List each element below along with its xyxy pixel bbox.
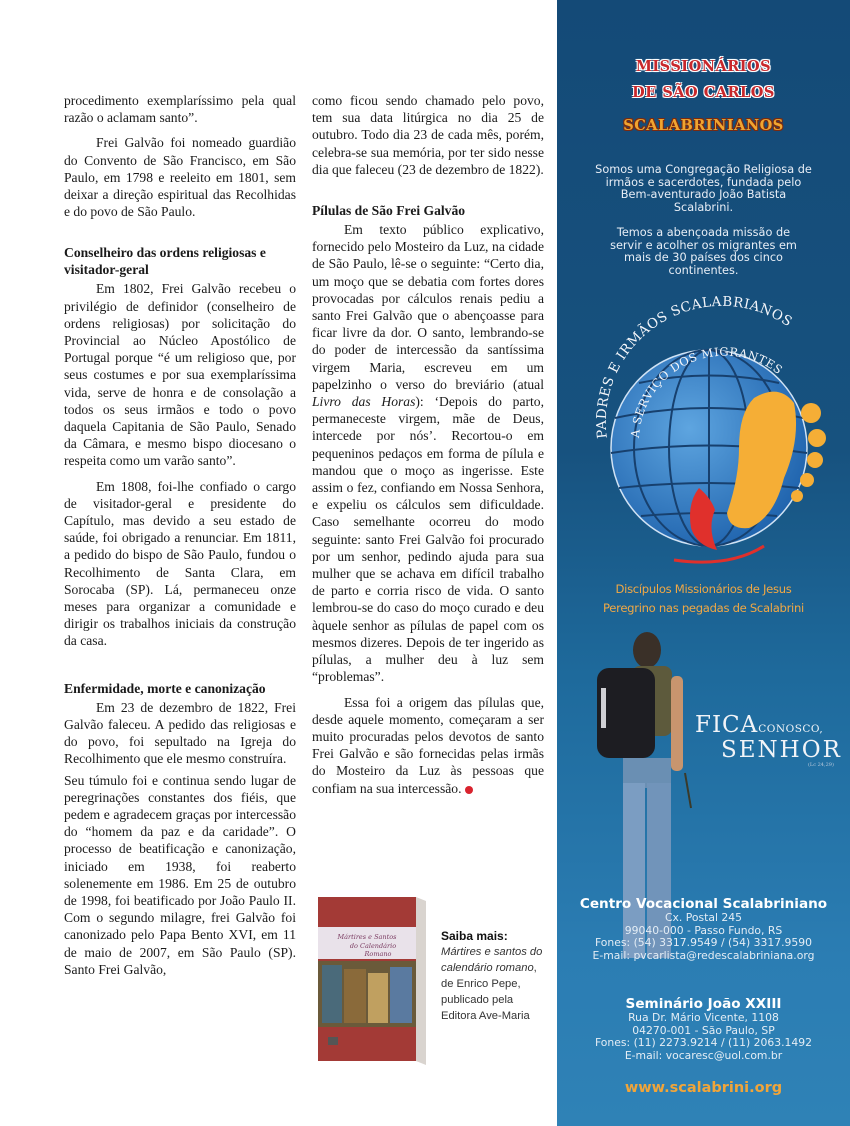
contact-email[interactable]: E-mail: vocaresc@uol.com.br	[624, 1048, 783, 1062]
svg-text:do Calendário: do Calendário	[349, 942, 397, 950]
contact-city: 99040-000 - Passo Fundo, RS	[624, 923, 783, 937]
paragraph-text: ): ‘Depois do parto, permaneceste virgem, mãe de Deus, intercede por nós’. Recortou-o em pequeninos pedaços em forma de pílula e mandou que o moço as ingerisse. Este assim o fez, confiando em Nossa Senhora, e expeliu os cálculos sem dificuldade. Caso semelhante ocorreu do modo seguinte: santo Frei Galvão foi procurado por um senhor, pedindo ajuda para sua mulher que se achava em difícil trabalho de parto e corria risco de vida. O santo lembrou-se do caso do moço curado e deu àquele senhor as pílulas de papel com os mesmos dizeres. Depois de ter ingerido as pílulas, a mulher deu à luz sem “problemas”.	[312, 394, 544, 685]
seminario-contact	[557, 996, 850, 1062]
centro-vocacional-contact	[557, 896, 850, 962]
scalabrinian-ad-panel	[557, 0, 850, 1126]
paragraph	[312, 221, 544, 685]
paragraph-text: Essa foi a origem das pílulas que, desde aquele momento, começaram a ser muito procuradas pelos devotos de santo Frei Galvão e são fornecidas pelas irmãs do Mosteiro da Luz às pessoas que confiam na sua intercessão.	[312, 694, 544, 796]
paragraph-text: Em texto público explicativo, fornecido pelo Mosteiro da Luz, na cidade de São Paulo, lê-se o seguinte: “Certo dia, um moço que se debatia com fortes dores provocadas por cálculos renais pediu a santo Frei Galvão que o abençoasse para ficar livre da dor. O santo, lembrando-se do poder de intercessão da santíssima virgem Maria, escreveu em um papelzinho o verso do breviário (atual	[312, 222, 544, 392]
paragraph: Em 1808, foi-lhe confiado o cargo de visitador-geral e presidente do Capítulo, mas devido a seu estado de saúde, foi obrigado a renunciar. Em 1811, a pedido do bispo de São Paulo, fundou o Recolhimento de Santa Clara, em Sorocaba (SP). Lá, permaneceu onze meses para organizar a comunidade e dirigir os trabalhos iniciais da construção da casa.	[64, 478, 296, 649]
section-heading: Conselheiro das ordens religiosas e visitador-geral	[64, 245, 266, 278]
book-note	[441, 928, 551, 1024]
ad-title-line-1: MISSIONÁRIOS	[635, 58, 772, 75]
disciples-tagline	[557, 580, 850, 618]
contact-heading: Seminário João XXIII	[625, 996, 782, 1012]
slogan-conosco: CONOSCO,	[758, 723, 824, 735]
paragraph: Em 23 de dezembro de 1822, Frei Galvão faleceu. A pedido das religiosas e do povo, foi sepultado na Igreja do Recolhimento que ele mesmo construíra.	[64, 699, 296, 767]
contact-city: 04270-001 - São Paulo, SP	[632, 1023, 775, 1037]
book-credits: , de Enrico Pepe, publicado pela Editora Ave-Maria	[441, 962, 537, 1022]
logo-arc-inner: A SERVIÇO DOS MIGRANTES	[627, 344, 786, 439]
fica-conosco-slogan	[695, 712, 842, 768]
contact-heading: Centro Vocacional Scalabriniano	[579, 896, 828, 912]
tagline-line-2: Peregrino nas pegadas de Scalabrini	[603, 601, 804, 615]
logo-arc-outer: PADRES E IRMÃOS SCALABRIANOS	[593, 293, 796, 440]
slogan-senhor: SENHOR	[721, 737, 842, 763]
contact-phones: Fones: (54) 3317.9549 / (54) 3317.9590	[594, 936, 813, 950]
end-mark-icon	[465, 786, 473, 794]
paragraph	[312, 694, 544, 797]
book-title-italic: Livro das Horas	[312, 394, 416, 410]
contact-address: Rua Dr. Mário Vicente, 1108	[628, 1011, 779, 1024]
paragraph: Frei Galvão foi nomeado guardião do Convento de São Francisco, em São Paulo, em 1798 e reeleito em 1801, sem deixar a direção espiritual das Recolhidas e do povo de São Paulo.	[64, 135, 296, 220]
tagline-line-1: Discípulos Missionários de Jesus	[615, 582, 792, 596]
paragraph: procedimento exemplaríssimo pela qual razão o aclamam santo”.	[64, 93, 296, 126]
book-cover-image	[318, 893, 426, 1065]
article-column-2	[312, 92, 544, 805]
slogan-reference: (Lc 24,29)	[807, 762, 834, 768]
ad-title-line-2: DE SÃO CARLOS	[632, 84, 775, 101]
globe-footprint-logo	[579, 288, 847, 578]
ad-intro-1: Somos uma Congregação Religiosa de irmãos e sacerdotes, fundada pelo Bem-aventurado João Batista Scalabrini.	[595, 163, 812, 214]
book-title: Mártires e santos do calendário romano	[441, 946, 543, 974]
saiba-label: Saiba mais:	[441, 929, 508, 943]
ad-intro-2: Temos a abençoada missão de servir e acolher os migrantes em mais de 30 países dos cinco continentes.	[610, 226, 797, 277]
contact-email[interactable]: E-mail: pvcarlista@redescalabriniana.org	[592, 948, 815, 962]
section-heading: Enfermidade, morte e canonização	[64, 680, 266, 696]
slogan-fica: FICA	[695, 712, 759, 738]
section-heading: Pílulas de São Frei Galvão	[312, 203, 466, 219]
website-link[interactable]: www.scalabrini.org	[624, 1080, 783, 1096]
paragraph: Seu túmulo foi e continua sendo lugar de peregrinações constantes dos fiéis, que pedem e agradecem graças por intercessão do “homem da paz e da caridade”. O processo de beatificação e canonização, iniciado em 1938, foi reaberto solenemente em 1986. Em 25 de outubro de 1998, foi beatificado por João Paulo II. Com o segundo milagre, frei Galvão foi canonizado pelo Papa Bento XVI, em 11 de maio de 2007, em São Paulo (SP). Santo Frei Galvão,	[64, 772, 296, 977]
paragraph: Em 1802, Frei Galvão recebeu o privilégio de definidor (conselheiro de ordens religiosas) por solicitação do Provincial ao Núcleo Apostólico de Portugal porque “é um religioso que, por seus costumes e por sua exemplaríssima vida, serve de honra e de consolação a todos os seus irmãos e todo o povo daquela Capitania de São Paulo, Senado da Câmara, e mesmo bispo diocesano o respeita como um varão santo”.	[64, 281, 296, 469]
svg-text:Romano: Romano	[364, 950, 392, 958]
ad-title-line-3: SCALABRINIANOS	[623, 117, 784, 134]
paragraph: como ficou sendo chamado pelo povo, tem sua data litúrgica no dia 25 de outubro. Todo dia 23 de cada mês, porém, celebra-se sua memória, por ter sido nesse dia que faleceu (23 de dezembro de 1822).	[312, 93, 544, 177]
contact-phones: Fones: (11) 2273.9214 / (11) 2063.1492	[594, 1036, 813, 1050]
book-cover-title: Mártires e Santos	[337, 933, 397, 941]
contact-address: Cx. Postal 245	[664, 911, 743, 924]
article-column-1	[64, 92, 296, 986]
